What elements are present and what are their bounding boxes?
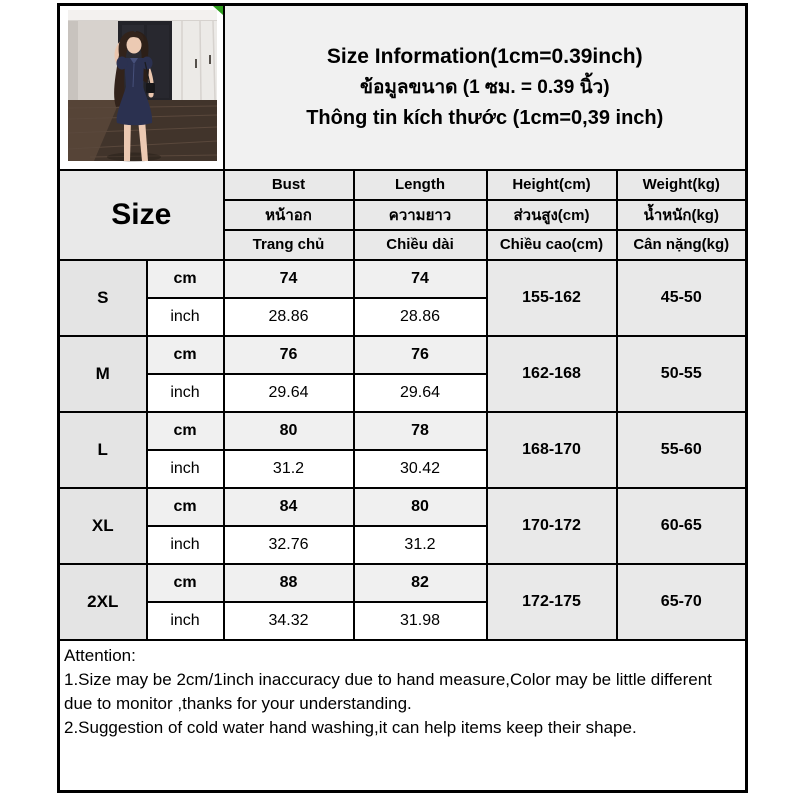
unit-cell-cm: cm — [147, 564, 224, 602]
bust-inch-cell: 32.76 — [224, 526, 354, 564]
unit-cell-inch: inch — [147, 374, 224, 412]
weight-range-cell: 60-65 — [617, 488, 747, 564]
unit-cell-cm: cm — [147, 412, 224, 450]
bust-cm-cell: 88 — [224, 564, 354, 602]
weight-range-cell: 55-60 — [617, 412, 747, 488]
length-inch-cell: 31.98 — [354, 602, 487, 640]
size-row-label: XL — [59, 488, 147, 564]
column-header-length-vi: Chiều dài — [354, 230, 487, 260]
title-line-en: Size Information(1cm=0.39inch) — [326, 44, 643, 68]
attention-heading: Attention: — [64, 645, 136, 665]
size-row-label: M — [59, 336, 147, 412]
unit-cell-inch: inch — [147, 526, 224, 564]
attention-note — [59, 640, 747, 792]
size-row-label: L — [59, 412, 147, 488]
title-line-th: ข้อมูลขนาด (1 ซม. = 0.39 นิ้ว) — [359, 77, 610, 99]
column-header-length-en: Length — [354, 170, 487, 200]
weight-range-cell: 50-55 — [617, 336, 747, 412]
green-corner-mark — [213, 6, 223, 15]
page-title — [224, 5, 747, 170]
size-table — [57, 3, 748, 793]
column-header-height-th: ส่วนสูง(cm) — [487, 200, 617, 230]
unit-cell-cm: cm — [147, 488, 224, 526]
length-cm-cell: 82 — [354, 564, 487, 602]
column-header-height-en: Height(cm) — [487, 170, 617, 200]
unit-cell-inch: inch — [147, 450, 224, 488]
length-cm-cell: 76 — [354, 336, 487, 374]
weight-range-cell: 65-70 — [617, 564, 747, 640]
unit-cell-cm: cm — [147, 260, 224, 298]
length-inch-cell: 31.2 — [354, 526, 487, 564]
length-inch-cell: 29.64 — [354, 374, 487, 412]
unit-cell-cm: cm — [147, 336, 224, 374]
size-row-label: S — [59, 260, 147, 336]
column-header-length-th: ความยาว — [354, 200, 487, 230]
column-header-weight-en: Weight(kg) — [617, 170, 747, 200]
column-header-height-vi: Chiều cao(cm) — [487, 230, 617, 260]
bust-inch-cell: 31.2 — [224, 450, 354, 488]
bust-cm-cell: 80 — [224, 412, 354, 450]
attention-line-1: 1.Size may be 2cm/1inch inaccuracy due to hand measure,Color may be little different due to monitor ,thanks for your understanding. — [64, 669, 712, 713]
column-header-bust-vi: Trang chủ — [224, 230, 354, 260]
column-header-weight-vi: Cân nặng(kg) — [617, 230, 747, 260]
bust-inch-cell: 34.32 — [224, 602, 354, 640]
height-range-cell: 172-175 — [487, 564, 617, 640]
title-line-vi: Thông tin kích thước (1cm=0,39 inch) — [306, 106, 664, 129]
column-header-bust-en: Bust — [224, 170, 354, 200]
height-range-cell: 170-172 — [487, 488, 617, 564]
unit-cell-inch: inch — [147, 298, 224, 336]
height-range-cell: 162-168 — [487, 336, 617, 412]
column-header-bust-th: หน้าอก — [224, 200, 354, 230]
product-photo-cell — [59, 5, 224, 170]
length-cm-cell: 78 — [354, 412, 487, 450]
height-range-cell: 168-170 — [487, 412, 617, 488]
product-photo — [60, 7, 221, 168]
weight-range-cell: 45-50 — [617, 260, 747, 336]
length-inch-cell: 30.42 — [354, 450, 487, 488]
column-header-weight-th: น้ำหนัก(kg) — [617, 200, 747, 230]
size-row-label: 2XL — [59, 564, 147, 640]
bust-cm-cell: 84 — [224, 488, 354, 526]
size-header-cell: Size — [59, 170, 224, 260]
bust-inch-cell: 29.64 — [224, 374, 354, 412]
bust-cm-cell: 76 — [224, 336, 354, 374]
length-inch-cell: 28.86 — [354, 298, 487, 336]
length-cm-cell: 74 — [354, 260, 487, 298]
height-range-cell: 155-162 — [487, 260, 617, 336]
attention-line-2: 2.Suggestion of cold water hand washing,it can help items keep their shape. — [64, 717, 637, 737]
bust-inch-cell: 28.86 — [224, 298, 354, 336]
bust-cm-cell: 74 — [224, 260, 354, 298]
length-cm-cell: 80 — [354, 488, 487, 526]
unit-cell-inch: inch — [147, 602, 224, 640]
